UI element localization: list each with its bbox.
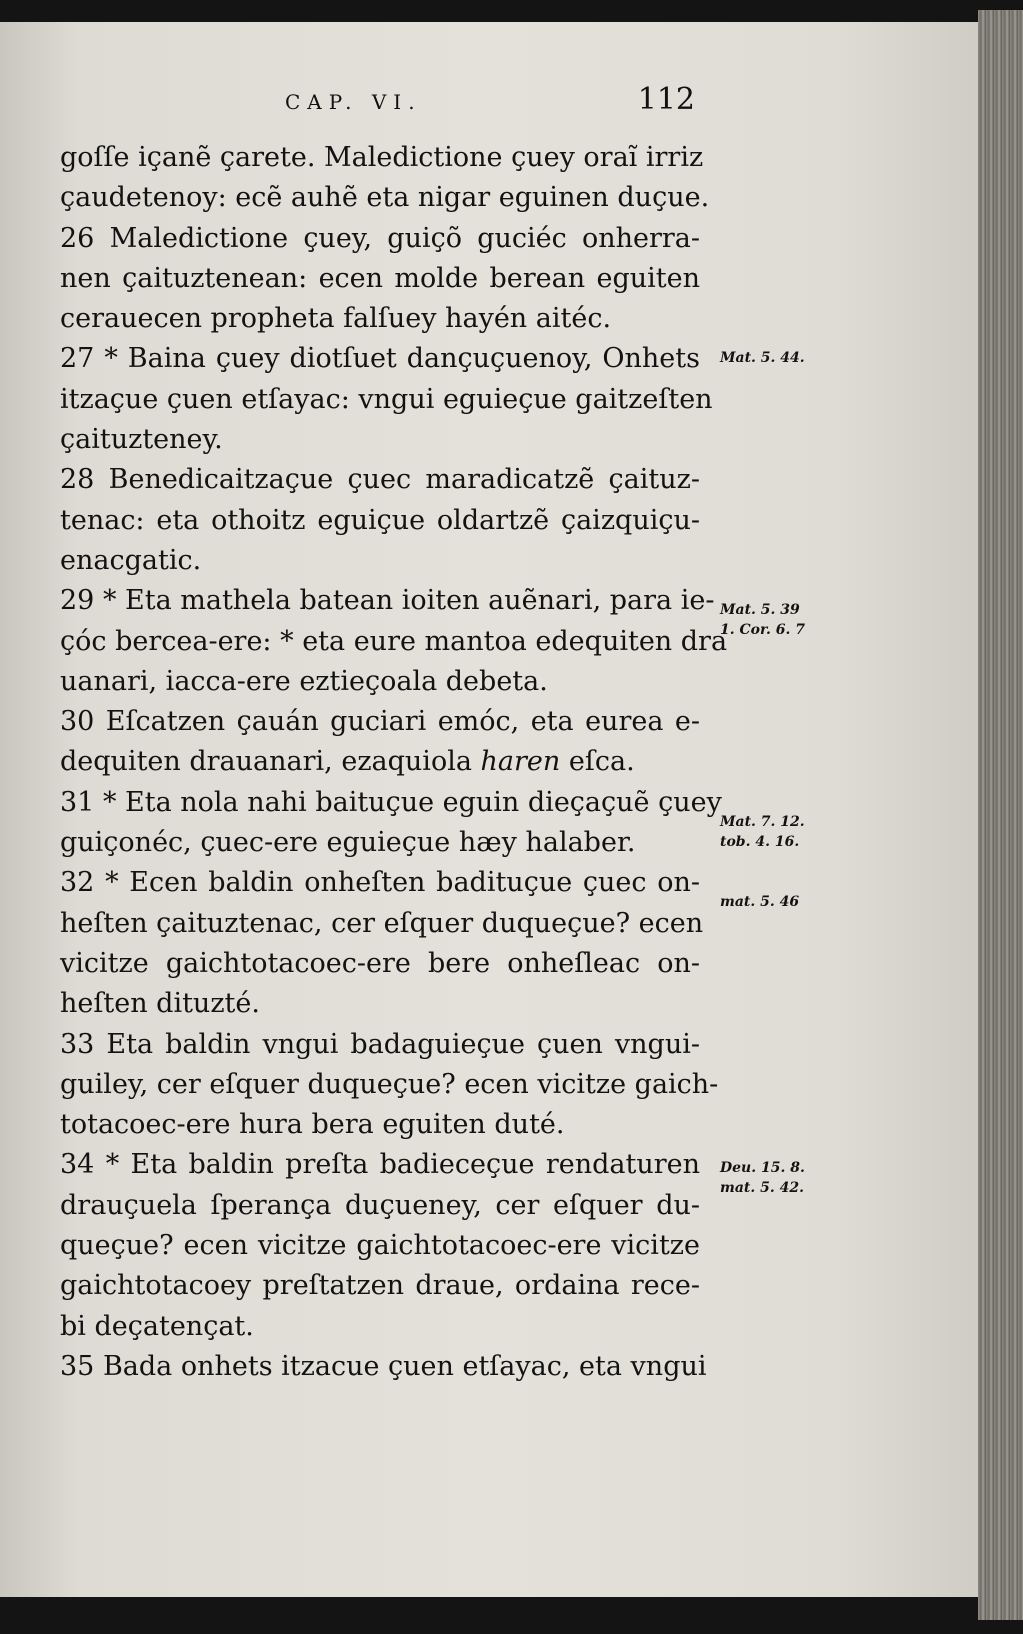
text-line: goſſe içanẽ çarete. Maledictione çuey oraĩ irriz (60, 142, 704, 173)
text-line: tenac: eta othoitz eguiçue oldartzẽ çaizquiçu- (60, 504, 700, 536)
text-line: queçue? ecen vicitze gaichtotacoec-ere vicitze (60, 1230, 700, 1262)
text-line: heſten dituzté. (60, 988, 260, 1020)
text-line: 30 Eſcatzen çauán guciari emóc, eta eurea e- (60, 706, 700, 738)
text-line: 26 Maledictione çuey, guiçõ guciéc onherra- (60, 222, 700, 254)
margin-reference (720, 600, 850, 640)
chapter-heading: CAP. VI. (285, 90, 422, 114)
margin-reference-line: mat. 5. 46 (720, 894, 800, 910)
margin-reference (720, 892, 850, 912)
text-line: 29 * Eta mathela batean ioiten auẽnari, para ie- (60, 585, 715, 617)
margin-reference-line: Mat. 5. 39 (720, 602, 800, 618)
text-line: çaudetenoy: ecẽ auhẽ eta nigar eguinen duçue. (60, 182, 710, 214)
text-line: totacoec-ere hura bera eguiten duté. (60, 1109, 565, 1141)
text-line: 35 Bada onhets itzacue çuen etſayac, eta vngui (60, 1350, 707, 1382)
text-line: 31 * Eta nola nahi baituçue eguin dieçaçuẽ çuey (60, 786, 722, 818)
margin-reference-line: 1. Cor. 6. 7 (720, 622, 806, 638)
text-line: guiley, cer eſquer duqueçue? ecen vicitze gaich- (60, 1068, 719, 1100)
running-header (285, 82, 695, 122)
text-line: cerauecen propheta falſuey hayén aitéc. (60, 303, 612, 335)
text-line: heſten çaituztenac, cer eſquer duqueçue? ecen (60, 907, 704, 939)
margin-reference (720, 812, 850, 852)
margin-reference (720, 1158, 850, 1198)
text-line: çaituzteney. (60, 424, 223, 456)
margin-reference-line: Deu. 15. 8. (720, 1160, 805, 1176)
text-line: 34 * Eta baldin preſta badieceçue rendaturen (60, 1149, 700, 1181)
margin-reference (720, 348, 850, 368)
text-line: gaichtotacoey preſtatzen draue, ordaina rece- (60, 1270, 700, 1302)
text-line: 27 * Baina çuey diotſuet dançuçuenoy, Onhets (60, 343, 700, 375)
text-line: dequiten drauanari, ezaquiola haren eſca. (60, 746, 635, 778)
text-line: uanari, iacca-ere eztieçoala debeta. (60, 665, 548, 697)
margin-reference-line: mat. 5. 42. (720, 1180, 804, 1196)
margin-reference-line: tob. 4. 16. (720, 834, 800, 850)
text-line: 28 Benedicaitzaçue çuec maradicatzẽ çaituz- (60, 464, 700, 496)
page-number: 112 (637, 82, 695, 117)
text-line: drauçuela ſperança duçueney, cer eſquer du- (60, 1189, 700, 1221)
text-line: çóc bercea-ere: * eta eure mantoa edequiten dra (60, 625, 728, 657)
text-line: 33 Eta baldin vngui badaguieçue çuen vngui- (60, 1028, 700, 1060)
text-line: bi deçatençat. (60, 1310, 254, 1342)
text-line: 32 * Ecen baldin onheſten badituçue çuec on- (60, 867, 700, 899)
text-line: guiçonéc, çuec-ere eguieçue hæy halaber. (60, 827, 636, 859)
text-line: enacgatic. (60, 544, 202, 576)
verse-text (60, 138, 728, 1387)
italic-word: haren (480, 746, 561, 778)
text-line: nen çaituztenean: ecen molde berean eguiten (60, 262, 700, 294)
margin-reference-line: Mat. 7. 12. (720, 814, 805, 830)
margin-reference-line: Mat. 5. 44. (720, 350, 805, 366)
text-line: itzaçue çuen etſayac: vngui eguieçue gaitzeſten (60, 383, 713, 415)
page-edges (978, 10, 1023, 1620)
text-line: vicitze gaichtotacoec-ere bere onheſleac on- (60, 947, 700, 979)
